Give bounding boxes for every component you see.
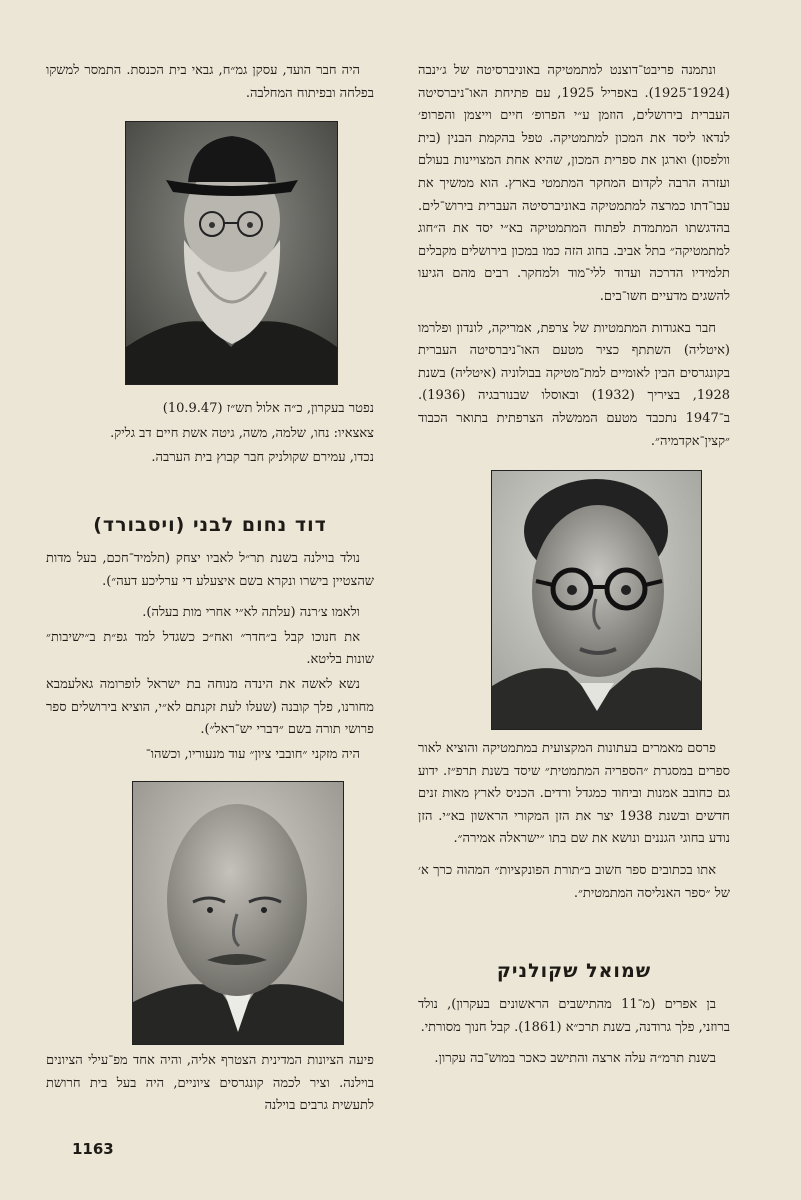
paragraph-shkolnik-birth: בן אפרים (מ־11 מהתישבים הראשונים בעקרון), נולד ברוזני, פלך גרודנה, בשנת תרכ״א (1861). קבל חנוך מסורתי.: [418, 997, 730, 1035]
left-column-livni-bio: [46, 548, 374, 768]
portrait-photo-david-nahum-livni: [132, 781, 344, 1045]
right-column-shkolnik-bio: [418, 994, 730, 1080]
paragraph-shkolnik-aliyah: בשנת תרמ״ה עלה ארצה והתישב כאכר במוש־בה עקרון.: [434, 1051, 716, 1067]
page-number: 1163: [72, 1140, 114, 1158]
paragraph-memberships: חבר באגודות המתמטיות של צרפת, אמריקה, לונדון ופלרמו (איטליה) השתתף כציר מטעם האו־ניברסיטה העברית בקונגרסים הבין לאומיים למת־מטיקה בבולוניה (איטליה) בשנת 1928, בציריך (1932) ובאוסלו שבנורבגיה (1936). ב־1947 נתכבד מטעם הממשלה הצרפתית בתואר הכבוד ״קצין־אקדמיה״.: [418, 320, 730, 449]
right-column-top: [418, 60, 730, 462]
left-column-top: [46, 60, 374, 114]
paragraph-livni-education: את חנוכו קבל ב״חדר״ ואח״כ כשגדל למד גפ״ת ב״ישיבות״ שונות בליטא.: [46, 629, 374, 668]
portrait-photo-shmuel-shkolnik: [125, 121, 338, 385]
paragraph-livni-marriage: נשא לאשה את הינדה מנוחה בת ישראל לופרומה גאלעמבא מחורנו, פלך קובנה (שעלו לעת זקנתם לא״י, הוציא בירושלים ספר פרושי תורה בשם ״דברי יש־ראל״).: [46, 676, 374, 738]
paragraph-livni-birth: נולד בוילנה בשנת תר״ל לאביו יצחק (תלמיד־חכם, בעל מדות שהצטיין בישרו ונקרא בשם איצעלע די ערליכע דעה״).: [46, 551, 374, 589]
paragraph-shkolnik-community: היה חבר הועד, עסקן גמ״ח, גבאי בית הכנסת. התמסר למשקו בפלחה ובפיתוח המחלבה.: [46, 63, 374, 101]
section-heading-david-nahum-livni: דוד נחום לבני (ויסבורד): [93, 514, 327, 536]
text-death-date: נפטר בעקרון, כ״ה אלול תש״ז (10.9.47): [162, 401, 374, 416]
paragraph-book: אתו בכתובים ספר חשוב ב״תורת הפונקציות״ המהוה כרך א׳ של ״ספר האנליסה המתמטית״.: [418, 862, 730, 901]
paragraph-livni-political-zionism: פיעה הציונות המדינית הצטרף אליה, והיה אחד מפ־עילי הציונים בוילנה. וציר לכמה קונגרסים ציוניים, היה בעל בית חרושת לתעשית גרבים בוילנה: [46, 1053, 374, 1114]
paragraph-publications: פרסם מאמרים בעתונות המקצועית במתמטיקה והוציא לאור ספרים במסגרת ״הספריה המתמטית״ שיסד בשנת תרפ״ז. ידוע גם כחובב אמנות וביחוד כמגדל ורדים. הכניס לארץ מאות זנים חדשים ובשנת 1938 יצר את הזן המקורי הראשון בא״י. הזן נודע בחוגי הגננים ונושא את שם בתו ״ישראלה אמירה״.: [418, 741, 730, 847]
right-column-bottom: [418, 738, 730, 914]
portrait-photo-mathematician: [491, 470, 702, 730]
paragraph-livni-mother: ולאמו צ׳רנה (עלתה לא״י אחרי מות בעלה).: [142, 605, 360, 621]
section-heading-shmuel-shkolnik: שמואל שקולניק: [496, 960, 652, 982]
text-descendants: צאצאיו: נחו, שלמה, משה, גיטה אשת חיים דב גליק.: [110, 425, 374, 441]
left-column-bottom: [46, 1050, 374, 1127]
left-column-middle: [46, 398, 374, 479]
paragraph-biography: ונתמנה פריבט־דוצנט למתמטיקה באוניברסיטה של ג׳ינבה (1924־1925). באפריל 1925, עם פתיחת האו־ניברסיטה העברית בירושלים, הוזמן ע״י הפרופ׳ חיים וייצמן והפרופ׳ לנדאו ליסד את המכון למתמטיקה. טפל בהקמת הבנין (בית וולפסון) וארגן את ספרית המכון, שהיא אחת המצויינות בעולם ועזרה הרבה לקדום המחקר המתמטי בארץ. הוא ממשיך את עבו־דתו כמרצה למתמטיקה באוניברסיטה העברית בירוש־לים. בהדגשתו המתמדת לפתוח המתמטיקה בא״י יסד את ה״חוג למתמטיקה״ בתל אביב. בחוג הזה כמו במכון בירושלים מקבלים תלמידיו הדרכה ועדוד ללי־מוד ולמחקר. רבים מהם הגיעו להשגים מדעיים חשו־בים.: [418, 63, 730, 304]
paragraph-livni-zionism: היה מזקני ״חובבי ציון״ עוד מנעוריו, וכשהו־: [145, 746, 360, 762]
text-grandson: נכדו, עמירם שקולניק חבר קבוץ בית הערבה.: [151, 450, 374, 466]
